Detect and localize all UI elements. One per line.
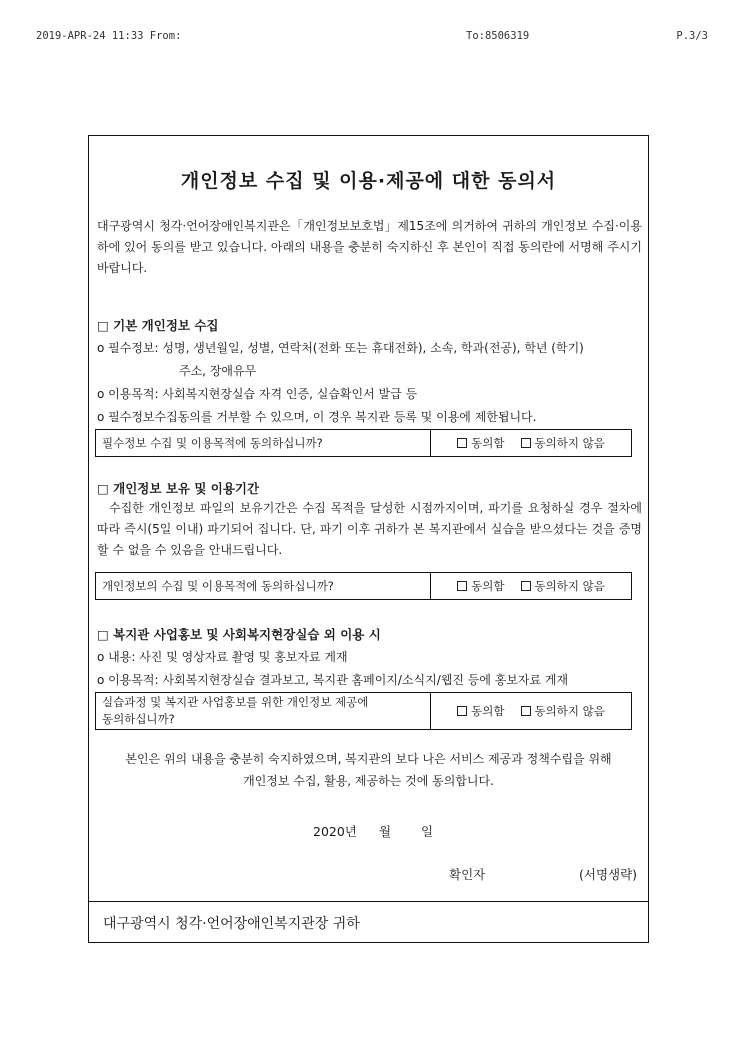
confirmer-label: 확인자: [449, 867, 486, 882]
section2-title: □ 개인정보 보유 및 이용기간: [97, 481, 260, 496]
agree-label: 동의함: [471, 704, 505, 718]
section1-required-info: o 필수정보: 성명, 생년월일, 성별, 연락처(전화 또는 휴대전화), 소속, 학과(전공), 학년 (학기): [97, 341, 584, 355]
section3-question: [96, 693, 431, 729]
section1-consent-box: [95, 429, 632, 457]
section3-purpose: o 이용목적: 사회복지현장실습 결과보고, 복지관 홈페이지/소식지/웹진 등에 홍보자료 게재: [97, 673, 569, 687]
section3-agree-option[interactable]: [457, 703, 504, 719]
form-title: 개인정보 수집 및 이용·제공에 대한 동의서: [180, 170, 557, 192]
section3-title: □ 복지관 사업홍보 및 사회복지현장실습 외 이용 시: [97, 627, 381, 642]
closing-line2: 개인정보 수집, 활용, 제공하는 것에 동의합니다.: [243, 774, 494, 788]
section2-consent-box: [95, 572, 632, 600]
date-year: 2020년: [313, 824, 357, 839]
section2-disagree-option[interactable]: [521, 578, 605, 594]
fax-header: [36, 30, 708, 46]
checkbox-icon[interactable]: [457, 706, 467, 716]
agree-label: 동의함: [471, 579, 505, 593]
checkbox-icon[interactable]: [521, 581, 531, 591]
fax-timestamp: 2019-APR-24 11:33 From:: [36, 30, 182, 42]
section3-content: o 내용: 사진 및 영상자료 촬영 및 홍보자료 게재: [97, 650, 348, 664]
intro-paragraph: 대구광역시 청각·언어장애인복지관은「개인정보보호법」제15조에 의거하여 귀하의 개인정보 수집·이용하에 있어 동의를 받고 있습니다. 아래의 내용을 충분히 숙지하신 후 본인이 직접 동의란에 서명해 주시기 바랍니다.: [97, 219, 642, 275]
agree-label: 동의함: [471, 436, 505, 450]
disagree-label: 동의하지 않음: [534, 436, 605, 450]
section1-refusal: o 필수정보수집동의를 거부할 수 있으며, 이 경우 복지관 등록 및 이용에 제한됩니다.: [97, 410, 537, 424]
section3-question-line2: 동의하십니까?: [102, 712, 175, 726]
consent-form: [88, 135, 649, 943]
date-month: 월: [379, 824, 392, 839]
section1-purpose: o 이용목적: 사회복지현장실습 자격 인증, 실습확인서 발급 등: [97, 387, 418, 401]
section1-question: 필수정보 수집 및 이용목적에 동의하십니까?: [96, 430, 431, 456]
disagree-label: 동의하지 않음: [534, 579, 605, 593]
closing-statement: [89, 748, 648, 792]
checkbox-icon[interactable]: [521, 706, 531, 716]
checkbox-icon[interactable]: [457, 438, 467, 448]
section2-options: [431, 573, 631, 599]
footer-divider: [89, 901, 648, 902]
disagree-label: 동의하지 않음: [534, 704, 605, 718]
section2-agree-option[interactable]: [457, 578, 504, 594]
section3-question-line1: 실습과정 및 복지관 사업홍보를 위한 개인정보 제공에: [102, 695, 369, 709]
fax-page-number: P.3/3: [676, 30, 708, 42]
signature-omitted: (서명생략): [579, 867, 638, 882]
section1-required-info-cont: 주소, 장애유무: [179, 364, 257, 378]
section2-question: 개인정보의 수집 및 이용목적에 동의하십니까?: [96, 573, 431, 599]
section3-options: [431, 693, 631, 729]
section1-disagree-option[interactable]: [521, 435, 605, 451]
section3-disagree-option[interactable]: [521, 703, 605, 719]
section2-body: 수집한 개인정보 파일의 보유기간은 수집 목적을 달성한 시점까지이며, 파기를 요청하실 경우 절차에 따라 즉시(5일 이내) 파기되어 집니다. 단, 파기 이후 귀하가 본 복지관에서 실습을 받으셨다는 것을 증명할 수 없을 수 있음을 안내드립니다.: [97, 501, 642, 557]
checkbox-icon[interactable]: [457, 581, 467, 591]
section1-agree-option[interactable]: [457, 435, 504, 451]
section3-consent-box: [95, 692, 632, 730]
fax-recipient: To:8506319: [466, 30, 530, 42]
section1-options: [431, 430, 631, 456]
closing-line1: 본인은 위의 내용을 충분히 숙지하였으며, 복지관의 보다 나은 서비스 제공과 정책수립을 위해: [125, 752, 612, 766]
date-day: 일: [421, 824, 434, 839]
section1-title: □ 기본 개인정보 수집: [97, 318, 219, 333]
addressee: 대구광역시 청각·언어장애인복지관장 귀하: [103, 916, 360, 932]
checkbox-icon[interactable]: [521, 438, 531, 448]
